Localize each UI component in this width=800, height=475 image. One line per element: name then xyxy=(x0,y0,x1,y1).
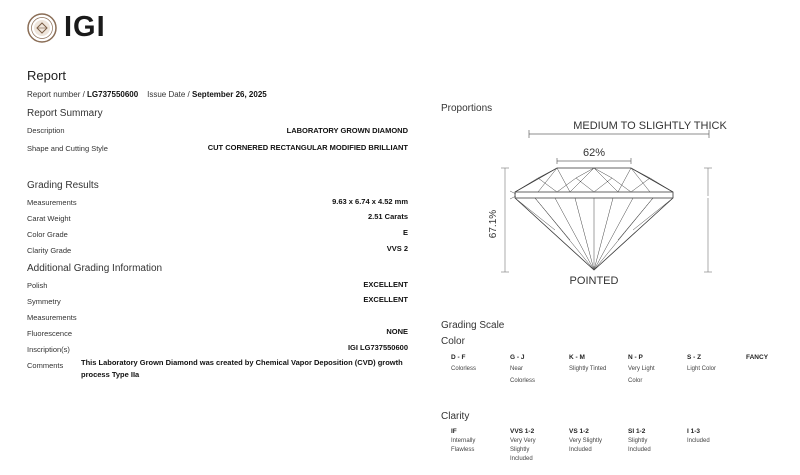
summary-value-description: LABORATORY GROWN DIAMOND xyxy=(286,126,408,135)
summary-label-description: Description xyxy=(27,126,65,135)
color-desc: Very Light xyxy=(628,366,655,372)
clarity-code: I 1-3 xyxy=(687,428,701,435)
clarity-scale-item xyxy=(687,428,745,446)
grading-value-carat: 2.51 Carats xyxy=(367,212,408,221)
clarity-desc: Internally xyxy=(451,438,476,444)
clarity-desc: Included xyxy=(687,438,710,444)
report-number-label: Report number / xyxy=(27,90,85,99)
summary-value-shape: CUT CORNERED RECTANGULAR MODIFIED BRILLIANT xyxy=(207,143,408,152)
proportions-heading: Proportions xyxy=(441,103,493,114)
color-scale-item xyxy=(451,354,509,376)
color-code: FANCY xyxy=(746,354,769,361)
grading-heading: Grading Results xyxy=(27,180,99,191)
proportions-diagram xyxy=(480,112,760,292)
issue-date: September 26, 2025 xyxy=(192,90,267,99)
color-code: K - M xyxy=(569,354,585,361)
clarity-desc: Very Very xyxy=(510,438,536,444)
grading-label-carat: Carat Weight xyxy=(27,214,71,223)
color-code: S - Z xyxy=(687,354,702,361)
clarity-code: VS 1-2 xyxy=(569,428,589,435)
additional-value-symmetry: EXCELLENT xyxy=(363,295,408,304)
clarity-scale-heading: Clarity xyxy=(441,411,470,422)
color-scale-item xyxy=(746,354,800,361)
culet-label: POINTED xyxy=(569,275,619,287)
summary-label-shape: Shape and Cutting Style xyxy=(27,144,108,153)
color-code: N - P xyxy=(628,354,643,361)
clarity-desc: Very Slightly xyxy=(569,438,603,444)
clarity-code: IF xyxy=(451,428,457,435)
additional-label-measurements: Measurements xyxy=(27,313,77,322)
additional-heading: Additional Grading Information xyxy=(27,263,163,274)
clarity-desc: Included xyxy=(628,447,651,453)
clarity-desc: Included xyxy=(510,456,533,462)
clarity-code: VVS 1-2 xyxy=(510,428,535,435)
color-code: D - F xyxy=(451,354,466,361)
brand-name: IGI xyxy=(64,11,106,43)
crown-facets xyxy=(515,168,673,192)
color-desc: Slightly Tinted xyxy=(569,366,607,372)
depth-label: 67.1% xyxy=(488,209,499,239)
color-desc: Colorless xyxy=(451,366,477,372)
report-meta xyxy=(27,90,267,99)
color-scale-item xyxy=(687,354,745,376)
color-scale-item xyxy=(628,354,686,387)
grading-value-measurements: 9.63 x 6.74 x 4.52 mm xyxy=(332,197,408,206)
color-scale-item xyxy=(569,354,627,376)
grading-label-measurements: Measurements xyxy=(27,198,77,207)
clarity-scale-item xyxy=(451,428,509,455)
report-title: Report xyxy=(27,68,67,83)
table-label: 62% xyxy=(582,147,606,159)
color-code: G - J xyxy=(510,354,525,361)
clarity-scale-item xyxy=(510,428,568,464)
clarity-desc: Slightly xyxy=(628,438,648,444)
color-desc: Near xyxy=(510,366,524,372)
additional-value-fluorescence: NONE xyxy=(386,327,408,336)
additional-label-inscription: Inscription(s) xyxy=(27,345,70,354)
color-desc: Light Color xyxy=(687,366,717,372)
additional-label-polish: Polish xyxy=(27,281,48,290)
girdle-label: MEDIUM TO SLIGHTLY THICK xyxy=(573,120,727,132)
grading-value-clarity: VVS 2 xyxy=(386,244,408,253)
grading-value-color: E xyxy=(402,228,408,237)
additional-label-fluorescence: Fluorescence xyxy=(27,329,73,338)
summary-heading: Report Summary xyxy=(27,108,103,119)
grading-scale-heading: Grading Scale xyxy=(441,320,505,331)
clarity-code: SI 1-2 xyxy=(628,428,646,435)
color-desc: Color xyxy=(628,377,643,384)
color-scale-item xyxy=(510,354,568,387)
clarity-scale-item xyxy=(569,428,627,455)
clarity-desc: Slightly xyxy=(510,447,530,453)
additional-label-symmetry: Symmetry xyxy=(27,297,61,306)
igi-seal-logo xyxy=(27,13,57,43)
clarity-scale-item xyxy=(628,428,686,455)
issue-date-label: Issue Date / xyxy=(147,90,190,99)
comments-label: Comments xyxy=(27,361,64,370)
additional-value-polish: EXCELLENT xyxy=(363,280,408,289)
color-scale-heading: Color xyxy=(441,336,465,347)
report-number: LG737550600 xyxy=(87,90,139,99)
grading-label-clarity: Clarity Grade xyxy=(27,246,72,255)
color-desc: Colorless xyxy=(510,377,536,384)
pavilion-facets xyxy=(515,198,673,270)
comments-text: This Laboratory Grown Diamond was created by Chemical Vapor Deposition (CVD) growth process Type IIa xyxy=(81,358,403,379)
clarity-desc: Included xyxy=(569,447,592,453)
additional-value-inscription: IGI LG737550600 xyxy=(347,343,408,352)
grading-label-color: Color Grade xyxy=(27,230,68,239)
clarity-desc: Flawless xyxy=(451,447,475,453)
